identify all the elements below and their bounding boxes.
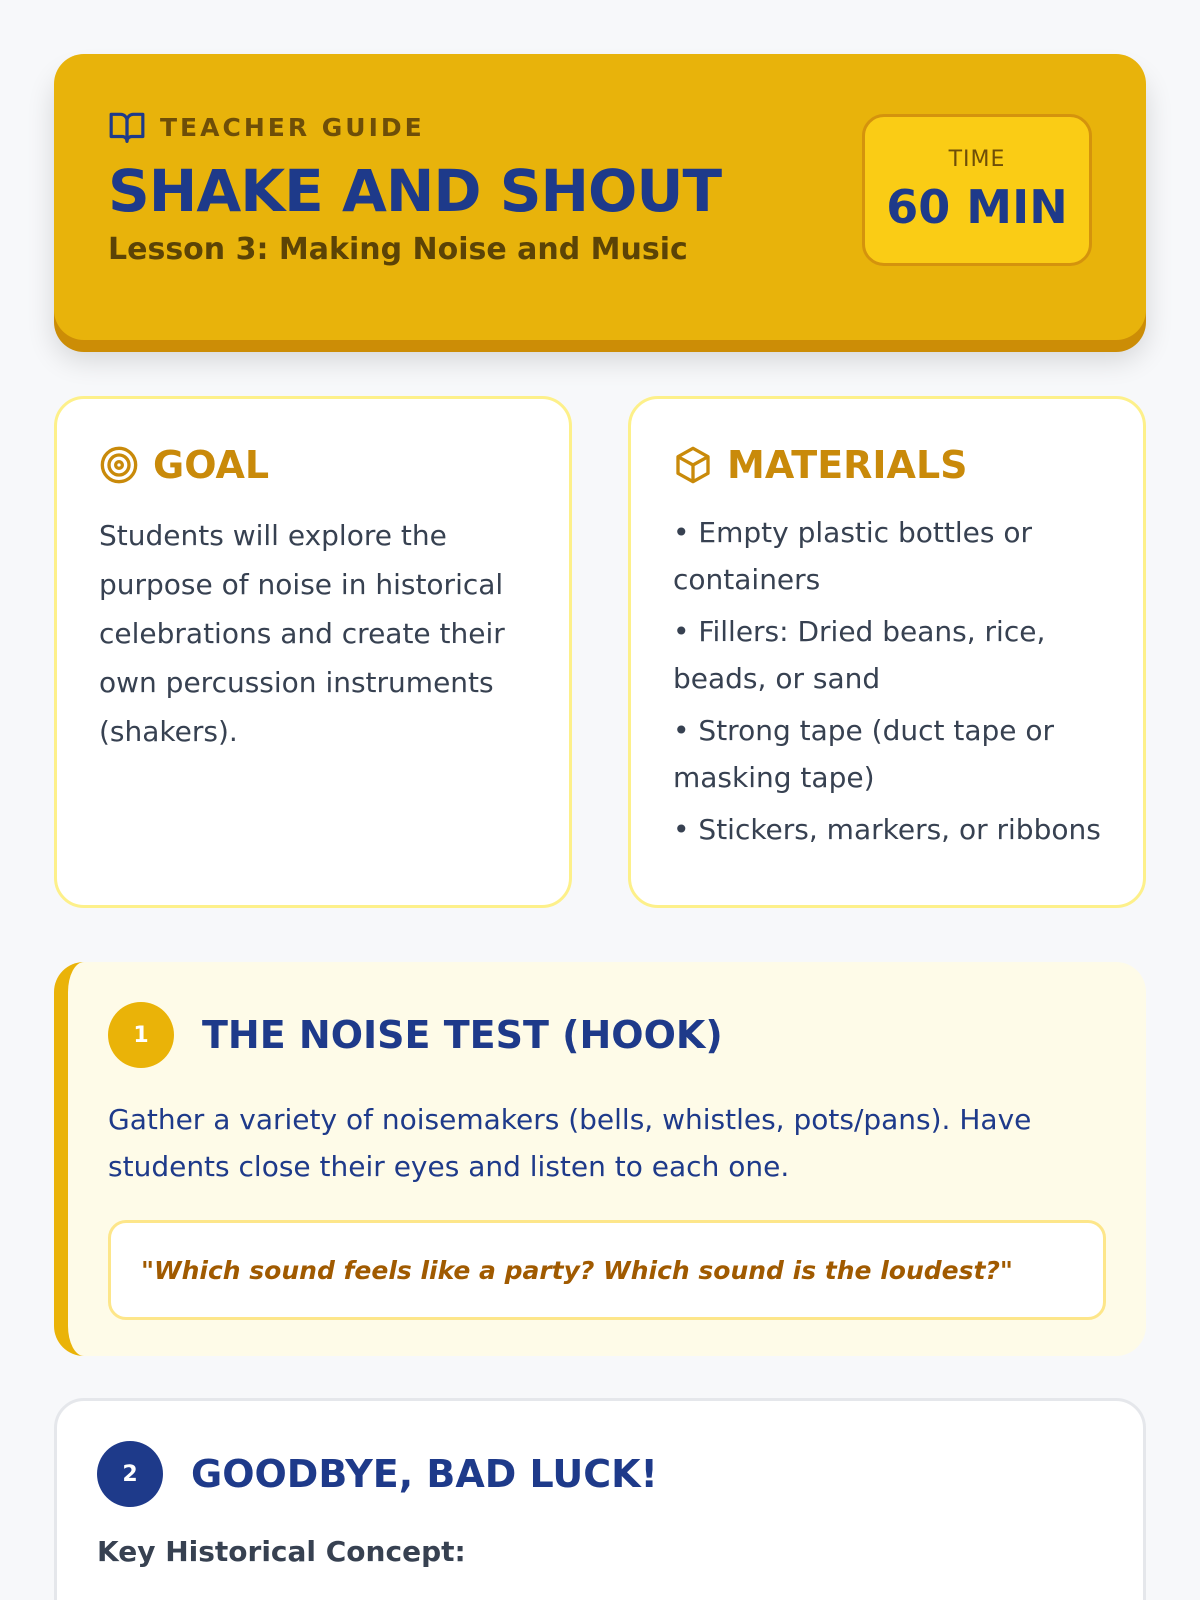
info-cards — [54, 396, 1146, 908]
time-value: 60 MIN — [886, 180, 1068, 234]
goal-text: Students will explore the purpose of noise in historical celebrations and create their own percussion instruments (shakers). — [99, 519, 505, 748]
materials-card — [628, 396, 1146, 908]
list-item: • Fillers: Dried beans, rice, beads, or sand — [673, 615, 1046, 695]
list-item: • Stickers, markers, or ribbons — [673, 813, 1101, 846]
goal-heading-label: GOAL — [153, 443, 270, 487]
step-1-text: Gather a variety of noisemakers (bells, whistles, pots/pans). Have students close their eyes and listen to each one. — [108, 1103, 1032, 1183]
header-banner — [54, 54, 1146, 340]
step-1-heading — [108, 1002, 1106, 1068]
page-subtitle: Lesson 3: Making Noise and Music — [108, 232, 688, 267]
step-2-section — [54, 1398, 1146, 1600]
step-1-title: THE NOISE TEST (HOOK) — [202, 1013, 723, 1057]
list-item: • Strong tape (duct tape or masking tape) — [673, 714, 1055, 794]
book-open-icon — [108, 108, 146, 146]
time-label: TIME — [948, 147, 1006, 172]
eyebrow-label: TEACHER GUIDE — [160, 112, 425, 142]
goal-heading — [99, 443, 529, 487]
materials-list — [673, 509, 1103, 853]
step-1-section — [54, 962, 1146, 1356]
goal-card — [54, 396, 572, 908]
key-concept-label: Key Historical Concept: — [97, 1535, 466, 1568]
page-title: SHAKE AND SHOUT — [108, 157, 722, 225]
time-badge — [862, 114, 1092, 266]
materials-heading — [673, 443, 1103, 487]
step-2-title: GOODBYE, BAD LUCK! — [191, 1452, 658, 1496]
discussion-quote: "Which sound feels like a party? Which sound is the loudest?" — [108, 1220, 1106, 1320]
step-number-badge: 2 — [97, 1441, 163, 1507]
list-item: • Empty plastic bottles or containers — [673, 516, 1032, 596]
target-icon — [99, 445, 139, 485]
step-number-badge: 1 — [108, 1002, 174, 1068]
step-2-heading — [97, 1441, 1103, 1507]
box-icon — [673, 445, 713, 485]
materials-heading-label: MATERIALS — [727, 443, 968, 487]
